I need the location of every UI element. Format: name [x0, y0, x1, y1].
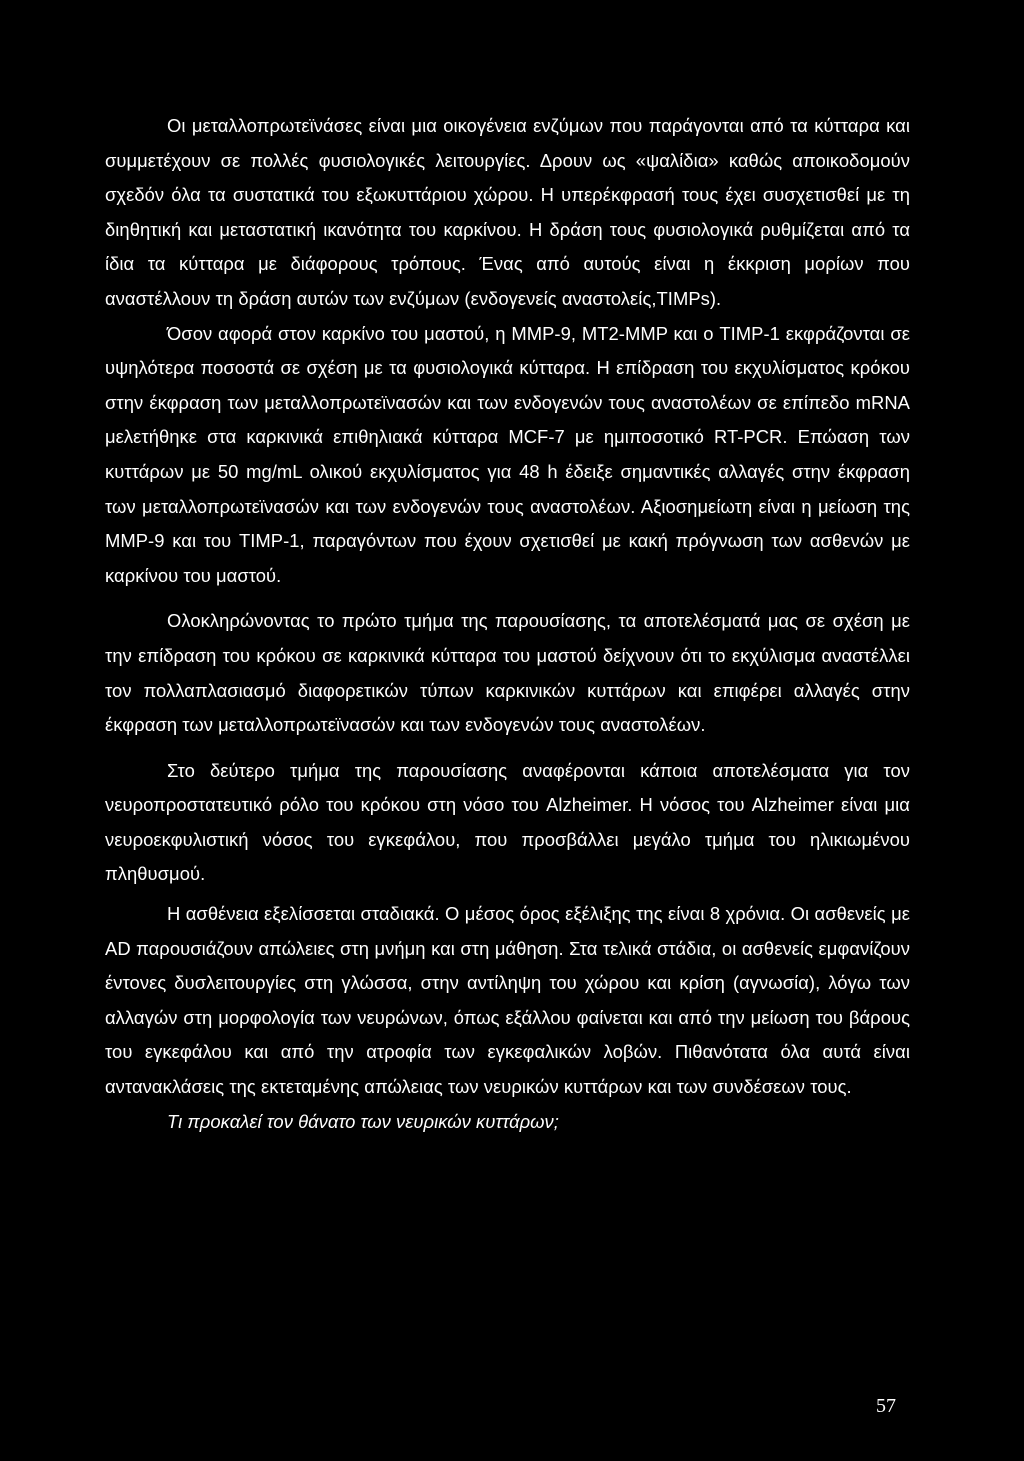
- paragraph-alzheimer-intro: Στο δεύτερο τμήμα της παρουσίασης αναφέρονται κάποια αποτελέσματα για τον νευροπροστατευτικό ρόλο του κρόκου στη νόσο του Alzheimer. Η νόσος του Alzheimer είναι μια νευροεκφυλιστική νόσος του εγκεφάλου, που προσβάλλει μεγάλο τμήμα του ηλικιωμένου πληθυσμού.: [105, 759, 910, 885]
- document-body: [105, 109, 910, 1139]
- page-number: 57: [876, 1395, 896, 1417]
- paragraph-first-part-conclusion: Ολοκληρώνοντας το πρώτο τμήμα της παρουσίασης, τα αποτελέσματά μας σε σχέση με την επίδραση του κρόκου σε καρκινικά κύτταρα του μαστού δείχνουν ότι το εκχύλισμα αναστέλλει τον πολλαπλασιασμό διαφορετικών τύπων καρκινικών κυττάρων και επιφέρει αλλαγές στην έκφραση των μεταλλοπρωτεϊνασών και των ενδογενών τους αναστολέων.: [105, 610, 910, 736]
- paragraph-disease-progression: Η ασθένεια εξελίσσεται σταδιακά. Ο μέσος όρος εξέλιξης της είναι 8 χρόνια. Οι ασθενείς με AD παρουσιάζουν απώλειες στη μνήμη και στη μάθηση. Στα τελικά στάδια, οι ασθενείς εμφανίζουν έντονες δυσλειτουργίες στη γλώσσα, στην αντίληψη του χώρου και κρίση (αγνωσία), λόγω των αλλαγών στη μορφολογία των νευρώνων, όπως εξάλλου φαίνεται και από την μείωση του βάρους του εγκεφάλου και από την ατροφία των εγκεφαλικών λοβών. Πιθανότατα όλα αυτά είναι αντανακλάσεις της εκτεταμένης απώλειας των νευρικών κυττάρων και των συνδέσεων τους.: [105, 903, 910, 1098]
- paragraph-breast-cancer: Όσον αφορά στον καρκίνο του μαστού, η MMP-9, MT2-MMP και ο TIMP-1 εκφράζονται σε υψηλότερα ποσοστά σε σχέση με τα φυσιολογικά κύτταρα. Η επίδραση του εκχυλίσματος κρόκου στην έκφραση των μεταλλοπρωτεϊνασών και των ενδογενών τους αναστολέων σε επίπεδο mRNA μελετήθηκε στα καρκινικά επιθηλιακά κύτταρα MCF-7 με ημιποσοτικό RT-PCR. Επώαση των κυττάρων με 50 mg/mL ολικού εκχυλίσματος για 48 h έδειξε σημαντικές αλλαγές στην έκφραση των μεταλλοπρωτεϊνασών και των ενδογενών τους αναστολέων. Αξιοσημείωτη είναι η μείωση της MMP-9 και του TIMP-1, παραγόντων που έχουν σχετισθεί με κακή πρόγνωση των ασθενών με καρκίνου του μαστού.: [105, 322, 910, 586]
- question-heading: Τι προκαλεί τον θάνατο των νευρικών κυττάρων;: [167, 1110, 559, 1132]
- paragraph-mmp-intro: Οι μεταλλοπρωτεϊνάσες είναι μια οικογένεια ενζύμων που παράγονται από τα κύτταρα και συμμετέχουν σε πολλές φυσιολογικές λειτουργίες. Δρουν ως «ψαλίδια» καθώς αποικοδομούν σχεδόν όλα τα συστατικά του εξωκυττάριου χώρου. Η υπερέκφρασή τους έχει συσχετισθεί με τη διηθητική και μεταστατική ικανότητα του καρκίνου. Η δράση τους φυσιολογικά ρυθμίζεται από τα ίδια τα κύτταρα με διάφορους τρόπους. Ένας από αυτούς είναι η έκκριση μορίων που αναστέλλουν τη δράση αυτών των ενζύμων (ενδογενείς αναστολείς,TIMPs).: [105, 115, 910, 309]
